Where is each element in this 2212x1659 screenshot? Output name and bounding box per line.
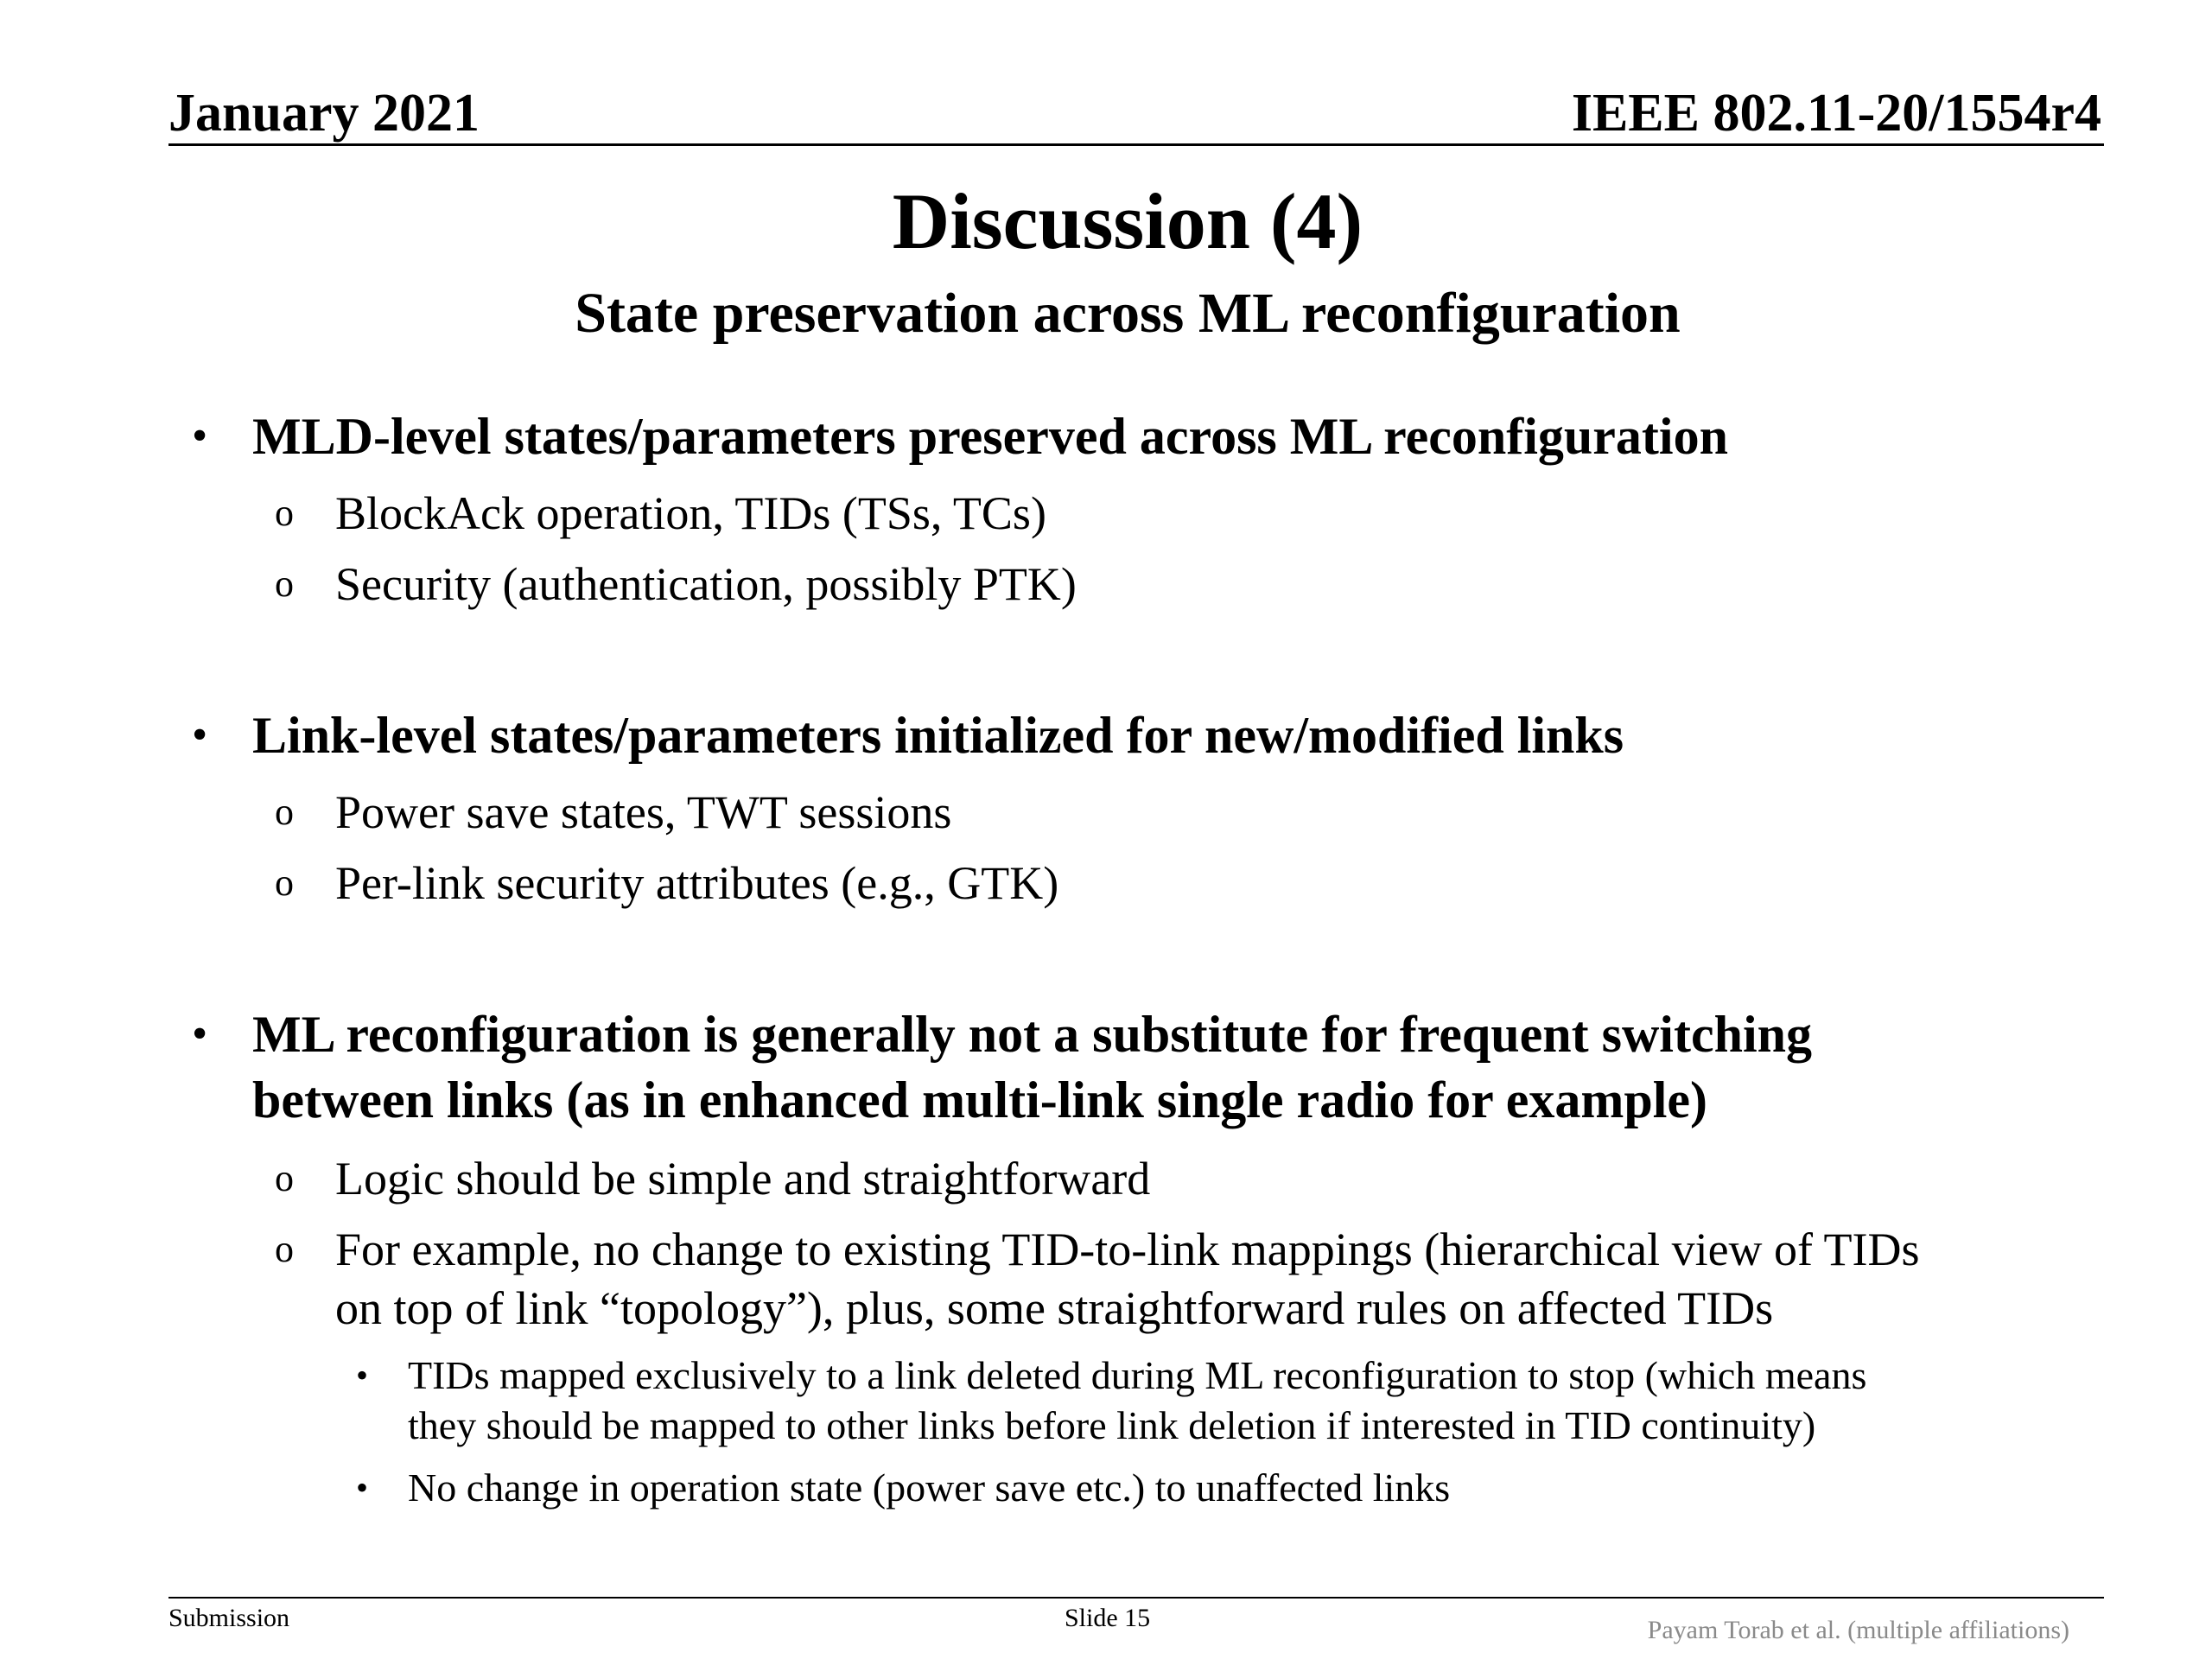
sub-sub-bullet-text-continued: they should be mapped to other links before link deletion if interested in TID continuity) <box>408 1403 1816 1447</box>
sub-bullet-marker: o <box>275 1228 294 1270</box>
sub-bullet-text: Logic should be simple and straightforward <box>335 1153 1151 1205</box>
header-date: January 2021 <box>168 84 480 143</box>
bullet-text: MLD-level states/parameters preserved across ML reconfiguration <box>252 408 1728 465</box>
sub-bullet-text: For example, no change to existing TID-to-link mappings (hierarchical view of TIDs <box>335 1224 1920 1275</box>
sub-bullet-marker: o <box>275 492 294 534</box>
sub-bullet-text: Per-link security attributes (e.g., GTK) <box>335 857 1059 909</box>
bullet-marker: • <box>192 710 208 760</box>
sub-sub-bullet-marker: • <box>356 1356 369 1395</box>
sub-bullet-marker: o <box>275 861 294 904</box>
footer-divider <box>168 1597 2104 1599</box>
bullet-text: ML reconfiguration is generally not a substitute for frequent switching <box>252 1006 1812 1063</box>
footer-authors: Payam Torab et al. (multiple affiliations) <box>1647 1616 2069 1644</box>
sub-bullet-marker: o <box>275 791 294 833</box>
sub-bullet-text-continued: on top of link “topology”), plus, some straightforward rules on affected TIDs <box>335 1282 1774 1334</box>
sub-bullet-marker: o <box>275 563 294 605</box>
footer-slide-number: Slide 15 <box>1065 1604 1151 1632</box>
sub-bullet-text: Security (authentication, possibly PTK) <box>335 558 1077 610</box>
sub-bullet-text: BlockAck operation, TIDs (TSs, TCs) <box>335 487 1046 539</box>
sub-sub-bullet-text: No change in operation state (power save etc.) to unaffected links <box>408 1465 1451 1510</box>
sub-sub-bullet-marker: • <box>356 1468 369 1507</box>
header-divider <box>168 143 2104 146</box>
header-document-id: IEEE 802.11-20/1554r4 <box>1571 84 2101 143</box>
sub-bullet-text: Power save states, TWT sessions <box>335 786 952 838</box>
sub-sub-bullet-text: TIDs mapped exclusively to a link deleted during ML reconfiguration to stop (which means <box>408 1353 1867 1397</box>
sub-bullet-marker: o <box>275 1157 294 1199</box>
slide-title: Discussion (4) <box>892 177 1363 265</box>
slide-subtitle: State preservation across ML reconfiguration <box>575 282 1681 345</box>
bullet-marker: • <box>192 1009 208 1058</box>
bullet-text: Link-level states/parameters initialized for new/modified links <box>252 707 1624 764</box>
bullet-text-continued: between links (as in enhanced multi-link single radio for example) <box>252 1071 1707 1128</box>
footer-submission: Submission <box>168 1604 290 1632</box>
bullet-marker: • <box>192 411 208 461</box>
